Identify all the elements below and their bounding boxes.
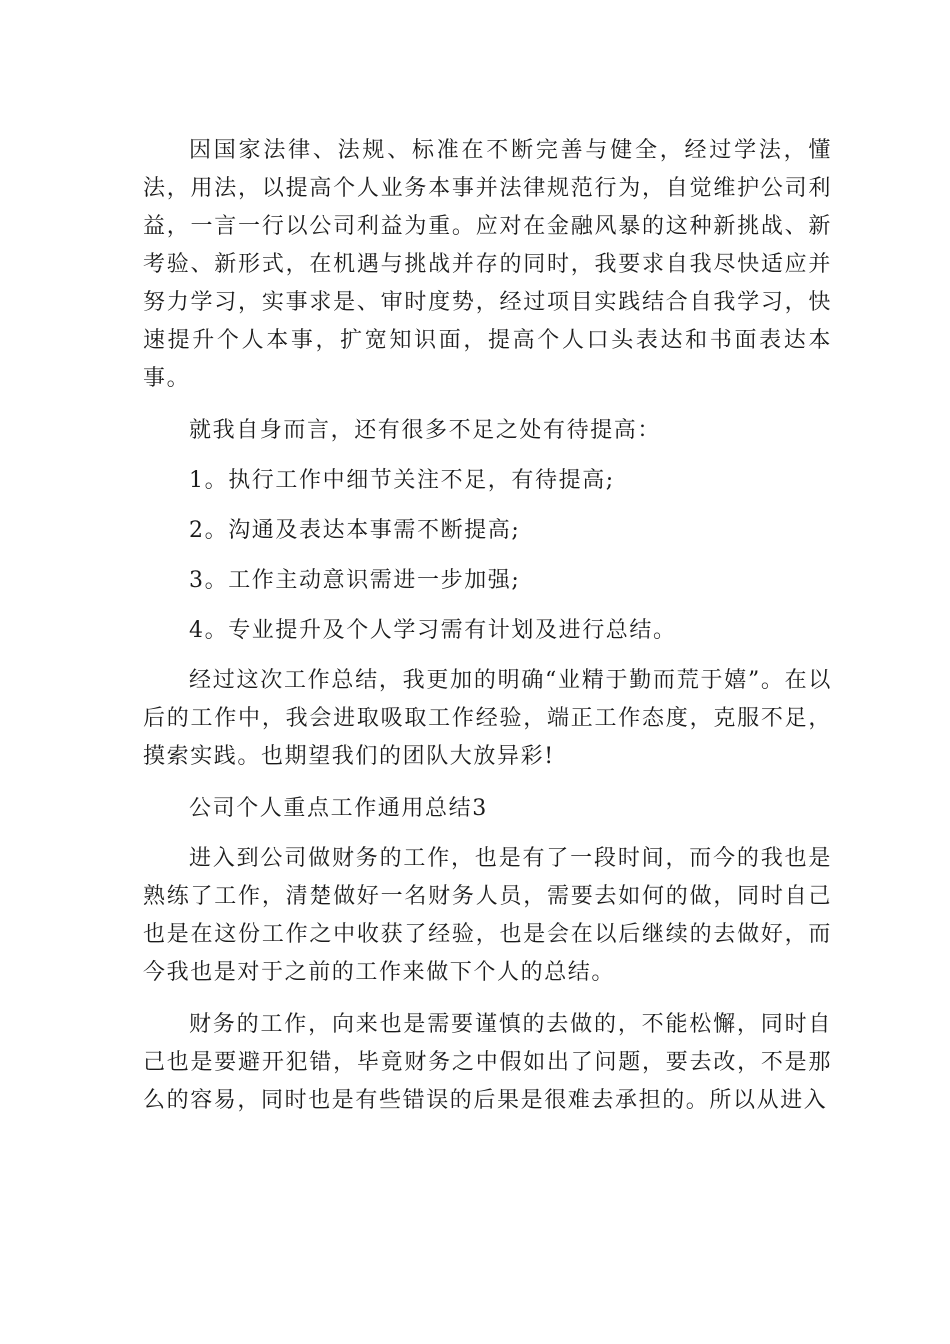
list-item-4: 4。专业提升及个人学习需有计划及进行总结。 bbox=[189, 618, 677, 643]
list-item-1: 1。执行工作中细节关注不足，有待提高; bbox=[189, 468, 615, 493]
paragraph-finance-intro: 进入到公司做财务的工作，也是有了一段时间，而今的我也是熟练了工作，清楚做好一名财务人员，需要去如何的做，同时自己也是在这份工作之中收获了经验，也是会在以后继续的去做好，而今我也是对于之前的工作来做下个人的总结。 bbox=[143, 846, 832, 985]
list-item-2: 2。沟通及表达本事需不断提高; bbox=[189, 518, 521, 543]
paragraph-legal-learning: 因国家法律、法规、标准在不断完善与健全，经过学法，懂法，用法，以提高个人业务本事并法律规范行为，自觉维护公司利益，一言一行以公司利益为重。应对在金融风暴的这种新挑战、新考验、新形式，在机遇与挑战并存的同时，我要求自我尽快适应并努力学习，实事求是、审时度势，经过项目实践结合自我学习，快速提升个人本事，扩宽知识面，提高个人口头表达和书面表达本事。 bbox=[143, 138, 832, 391]
paragraph-shortcomings-intro: 就我自身而言，还有很多不足之处有待提高： bbox=[189, 418, 662, 443]
paragraph-finance-caution: 财务的工作，向来也是需要谨慎的去做的，不能松懈，同时自己也是要避开犯错，毕竟财务之中假如出了问题，要去改，不是那么的容易，同时也是有些错误的后果是很难去承担的。所以从进入 bbox=[143, 1012, 832, 1113]
section-heading: 公司个人重点工作通用总结3 bbox=[189, 796, 488, 821]
paragraph-conclusion: 经过这次工作总结，我更加的明确“业精于勤而荒于嬉”。在以后的工作中，我会进取吸取工作经验，端正工作态度，克服不足，摸索实践。也期望我们的团队大放异彩! bbox=[143, 668, 832, 769]
list-item-3: 3。工作主动意识需进一步加强; bbox=[189, 568, 521, 593]
